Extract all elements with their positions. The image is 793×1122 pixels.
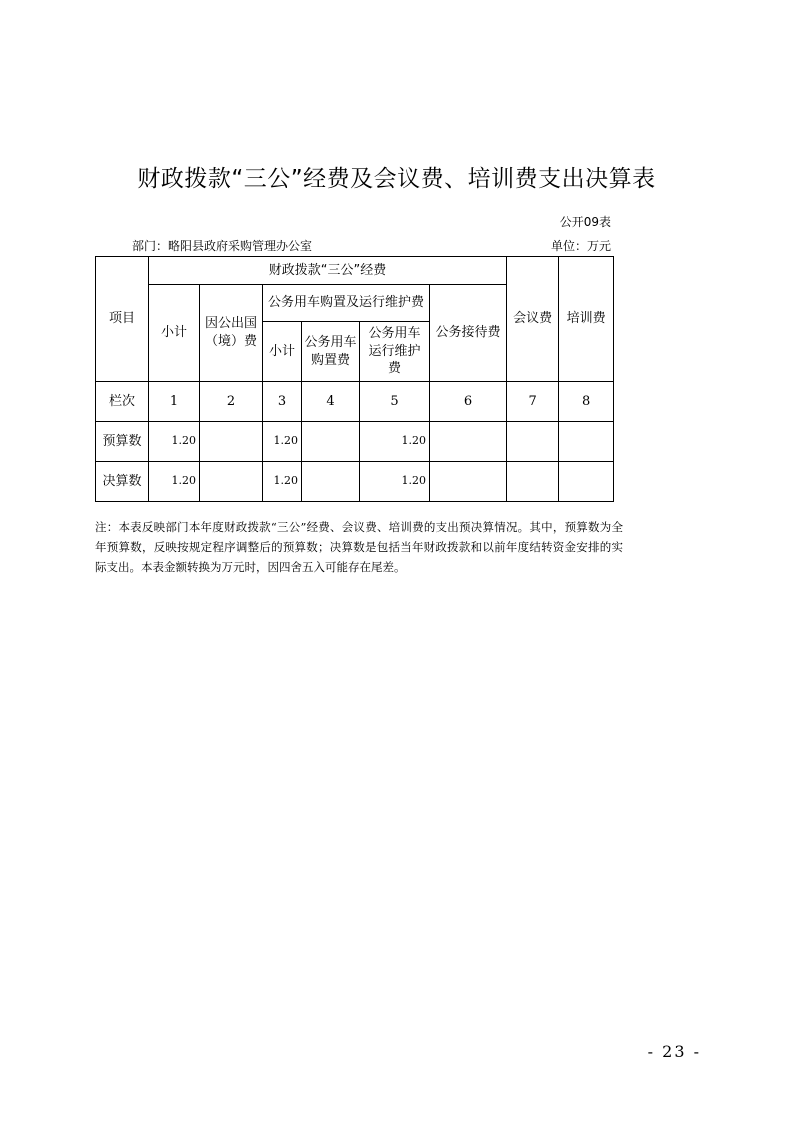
header-meeting: 会议费 xyxy=(507,257,559,382)
column-number: 5 xyxy=(360,382,430,422)
unit-label: 单位：万元 xyxy=(550,239,611,253)
table-cell: 1.20 xyxy=(263,422,302,462)
header-subtotal: 小计 xyxy=(149,285,200,382)
header-training: 培训费 xyxy=(559,257,614,382)
table-cell xyxy=(507,462,559,502)
header-abroad xyxy=(200,285,263,382)
table-cell: 1.20 xyxy=(263,462,302,502)
column-number: 6 xyxy=(430,382,507,422)
row-label: 预算数 xyxy=(96,422,149,462)
header-vehicle-operation-text: 公务用车运行维护费 xyxy=(368,326,421,377)
header-vehicle-subtotal: 小计 xyxy=(263,322,302,382)
header-sangong: 财政拨款“三公”经费 xyxy=(149,257,507,285)
page-number: - 23 - xyxy=(647,1042,701,1061)
table-cell xyxy=(302,462,360,502)
table-cell xyxy=(430,462,507,502)
row-label: 决算数 xyxy=(96,462,149,502)
table-cell xyxy=(302,422,360,462)
table-cell xyxy=(507,422,559,462)
column-number: 8 xyxy=(559,382,614,422)
table-cell xyxy=(559,422,614,462)
footnote: 注：本表反映部门本年度财政拨款“三公”经费、会议费、培训费的支出预决算情况。其中，预算数为全年预算数，反映按规定程序调整后的预算数；决算数是包括当年财政拨款和以前年度结转资金安排的实际支出。本表金额转换为万元时，因四舍五入可能存在尾差。 xyxy=(95,520,623,574)
table-cell xyxy=(200,422,263,462)
header-reception: 公务接待费 xyxy=(430,285,507,382)
column-number: 4 xyxy=(302,382,360,422)
column-number: 1 xyxy=(149,382,200,422)
table-cell xyxy=(559,462,614,502)
page-title: 财政拨款“三公”经费及会议费、培训费支出决算表 xyxy=(137,166,656,192)
header-vehicle-purchase-text: 公务用车购置费 xyxy=(304,334,357,368)
table-cell: 1.20 xyxy=(360,422,430,462)
table-cell xyxy=(430,422,507,462)
column-number: 7 xyxy=(507,382,559,422)
table-row-budget xyxy=(96,422,614,462)
expenditure-table xyxy=(95,256,614,502)
table-cell xyxy=(200,462,263,502)
header-item: 项目 xyxy=(96,257,149,382)
column-number: 2 xyxy=(200,382,263,422)
header-vehicle-purchase xyxy=(302,322,360,382)
table-cell: 1.20 xyxy=(149,462,200,502)
table-row-final xyxy=(96,462,614,502)
column-row-label: 栏次 xyxy=(96,382,149,422)
header-vehicle: 公务用车购置及运行维护费 xyxy=(263,285,430,322)
table-cell: 1.20 xyxy=(360,462,430,502)
header-vehicle-operation xyxy=(360,322,430,382)
form-code: 公开09表 xyxy=(559,215,611,229)
header-abroad-text: 因公出国（境）费 xyxy=(204,316,257,349)
table-cell: 1.20 xyxy=(149,422,200,462)
department-label: 部门：略阳县政府采购管理办公室 xyxy=(132,239,313,253)
column-number: 3 xyxy=(263,382,302,422)
